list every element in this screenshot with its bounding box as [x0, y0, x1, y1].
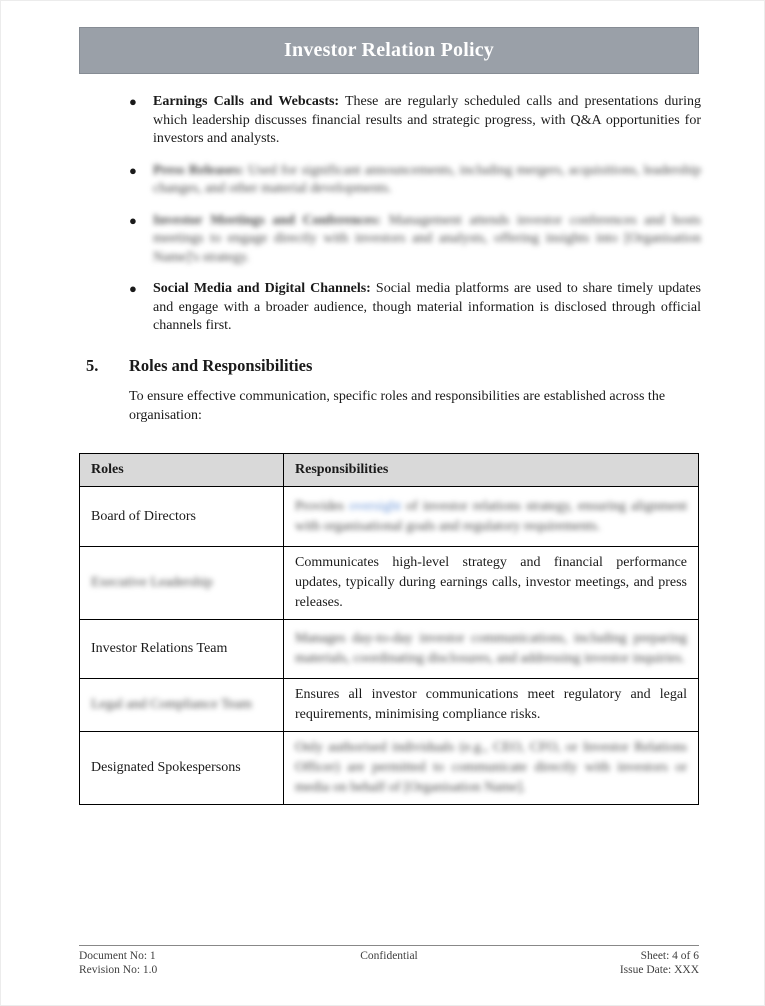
list-item: [79, 93, 701, 149]
resp-investor-relations-team-blurred: [284, 620, 699, 679]
blurred-text: Only authorised individuals (e.g., CEO, CFO, or Investor Relations Officer) are permitted to communicate directly with investors or media on behalf of [Organisation Name].: [295, 740, 687, 795]
table-row: [80, 547, 699, 620]
bullet-earnings-calls: [153, 93, 701, 149]
bullet-icon: ●: [129, 162, 137, 178]
role-board-of-directors: Board of Directors: [80, 487, 284, 547]
title-bar: [79, 27, 699, 74]
table-row: [80, 732, 699, 805]
column-header-roles: Roles: [80, 454, 284, 487]
role-executive-leadership-blurred: [80, 547, 284, 620]
page-title: Investor Relation Policy: [284, 39, 494, 61]
footer-center: [286, 949, 493, 977]
blurred-text: Legal and Compliance Team: [91, 697, 252, 712]
role-designated-spokespersons: Designated Spokespersons: [80, 732, 284, 805]
bullet-body: Social media platforms are used to share timely updates and engage with a broader audience, though material information is disclosed through official channels first.: [153, 281, 701, 333]
content-area: [79, 93, 701, 805]
list-item: [79, 212, 701, 268]
role-legal-compliance-blurred: [80, 679, 284, 732]
resp-legal-compliance: Ensures all investor communications meet regulatory and legal requirements, minimising compliance risks.: [284, 679, 699, 732]
section-title: Roles and Responsibilities: [129, 355, 313, 375]
resp-text: of investor relations strategy, ensuring alignment with organisational goals and regulatory requirements.: [295, 498, 688, 534]
issue-date: Issue Date: XXX: [619, 964, 700, 976]
hyperlink-word[interactable]: oversight: [348, 498, 402, 514]
footer-right: [492, 949, 699, 977]
bullet-press-releases-blurred: [153, 162, 701, 199]
list-item: [79, 162, 701, 199]
confidential-label: Confidential: [360, 950, 418, 962]
roles-responsibilities-table: [79, 453, 699, 805]
role-investor-relations-team: Investor Relations Team: [80, 620, 284, 679]
sheet-number: Sheet: 4 of 6: [640, 950, 700, 962]
bullet-body: Management attends investor conferences and hosts meetings to engage directly with investors and analysts, offering insights into [Organisation Name]'s strategy.: [153, 212, 701, 265]
bullet-body: Used for significant announcements, including mergers, acquisitions, leadership changes, and other material developments.: [153, 162, 701, 196]
footer-left: [79, 949, 286, 977]
section-heading: [79, 357, 701, 376]
page-footer: [79, 945, 699, 977]
bullet-lead: Earnings Calls and Webcasts:: [153, 94, 340, 109]
resp-executive-leadership: Communicates high-level strategy and financial performance updates, typically during earnings calls, investor meetings, and press releases.: [284, 547, 699, 620]
document-number: Document No: 1: [79, 950, 156, 962]
bullet-lead: Press Releases:: [153, 162, 244, 178]
bullet-icon: ●: [129, 281, 137, 296]
section-intro: To ensure effective communication, specific roles and responsibilities are established across the organisation:: [129, 389, 666, 423]
communication-channels-list: [79, 93, 701, 336]
blurred-text: Manages day-to-day investor communications, including preparing materials, coordinating disclosures, and addressing investor inquiries.: [295, 631, 687, 666]
bullet-lead: Social Media and Digital Channels:: [153, 281, 371, 296]
table-row: [80, 679, 699, 732]
bullet-icon: ●: [129, 212, 137, 228]
resp-board-of-directors-blurred: [284, 487, 699, 547]
table-row: [80, 487, 699, 547]
bullet-body: These are regularly scheduled calls and presentations during which leadership discusses financial results and strategic progress, with Q&A opportunities for investors and analysts.: [153, 94, 701, 146]
bullet-social-media: [153, 280, 701, 336]
table-row: [80, 620, 699, 679]
bullet-icon: ●: [129, 94, 137, 109]
blurred-text: Executive Leadership: [91, 575, 213, 590]
column-header-responsibilities: Responsibilities: [284, 454, 699, 487]
bullet-investor-meetings-blurred: [153, 212, 701, 268]
list-item: [79, 280, 701, 336]
bullet-lead: Investor Meetings and Conferences:: [153, 212, 381, 228]
resp-designated-spokespersons-blurred: [284, 732, 699, 805]
table-header-row: [80, 454, 699, 487]
resp-text: Provides: [295, 498, 349, 514]
blurred-text: [295, 499, 687, 534]
revision-number: Revision No: 1.0: [79, 964, 158, 976]
section-number: 5.: [86, 355, 99, 375]
